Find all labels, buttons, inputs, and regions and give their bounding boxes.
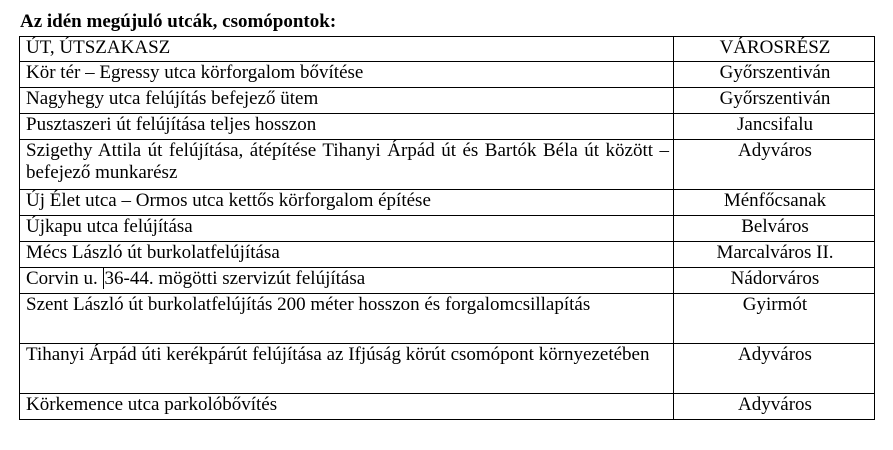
district-cell: Adyváros bbox=[674, 344, 875, 394]
table-row bbox=[20, 268, 875, 294]
district-cell: Belváros bbox=[674, 216, 875, 242]
road-cell: Tihanyi Árpád úti kerékpárút felújítása az Ifjúság körút csomópont környezetében bbox=[20, 344, 674, 394]
road-cell: Nagyhegy utca felújítás befejező ütem bbox=[20, 88, 674, 114]
road-cell bbox=[20, 268, 674, 294]
document-heading: Az idén megújuló utcák, csomópontok: bbox=[20, 11, 337, 32]
column-header-district: VÁROSRÉSZ bbox=[674, 37, 875, 62]
district-cell: Adyváros bbox=[674, 394, 875, 420]
district-cell: Gyirmót bbox=[674, 294, 875, 344]
district-cell: Győrszentiván bbox=[674, 88, 875, 114]
road-cell: Pusztaszeri út felújítása teljes hosszon bbox=[20, 114, 674, 140]
road-cell-part: 36-44. mögötti szervizút felújítása bbox=[104, 268, 366, 289]
road-cell: Szigethy Attila út felújítása, átépítése Tihanyi Árpád út és Bartók Béla út között – befejező munkarész bbox=[20, 140, 674, 190]
table-row bbox=[20, 114, 875, 140]
road-cell: Mécs László út burkolatfelújítása bbox=[20, 242, 674, 268]
road-cell: Szent László út burkolatfelújítás 200 méter hosszon és forgalomcsillapítás bbox=[20, 294, 674, 344]
road-cell: Kör tér – Egressy utca körforgalom bővítése bbox=[20, 62, 674, 88]
district-cell: Ménfőcsanak bbox=[674, 190, 875, 216]
table-row bbox=[20, 216, 875, 242]
road-cell-part: Corvin u. bbox=[26, 268, 103, 289]
road-cell: Új Élet utca – Ormos utca kettős körforgalom építése bbox=[20, 190, 674, 216]
table-row bbox=[20, 140, 875, 190]
table-row bbox=[20, 242, 875, 268]
table-row bbox=[20, 62, 875, 88]
district-cell: Marcalváros II. bbox=[674, 242, 875, 268]
district-cell: Győrszentiván bbox=[674, 62, 875, 88]
table-header-row bbox=[20, 37, 875, 62]
district-cell: Adyváros bbox=[674, 140, 875, 190]
roads-table bbox=[19, 36, 875, 420]
table-row bbox=[20, 88, 875, 114]
table-row bbox=[20, 394, 875, 420]
column-header-road: ÚT, ÚTSZAKASZ bbox=[20, 37, 674, 62]
road-cell: Körkemence utca parkolóbővítés bbox=[20, 394, 674, 420]
district-cell: Nádorváros bbox=[674, 268, 875, 294]
table-row bbox=[20, 344, 875, 394]
road-cell: Újkapu utca felújítása bbox=[20, 216, 674, 242]
table-row bbox=[20, 190, 875, 216]
table-row bbox=[20, 294, 875, 344]
district-cell: Jancsifalu bbox=[674, 114, 875, 140]
